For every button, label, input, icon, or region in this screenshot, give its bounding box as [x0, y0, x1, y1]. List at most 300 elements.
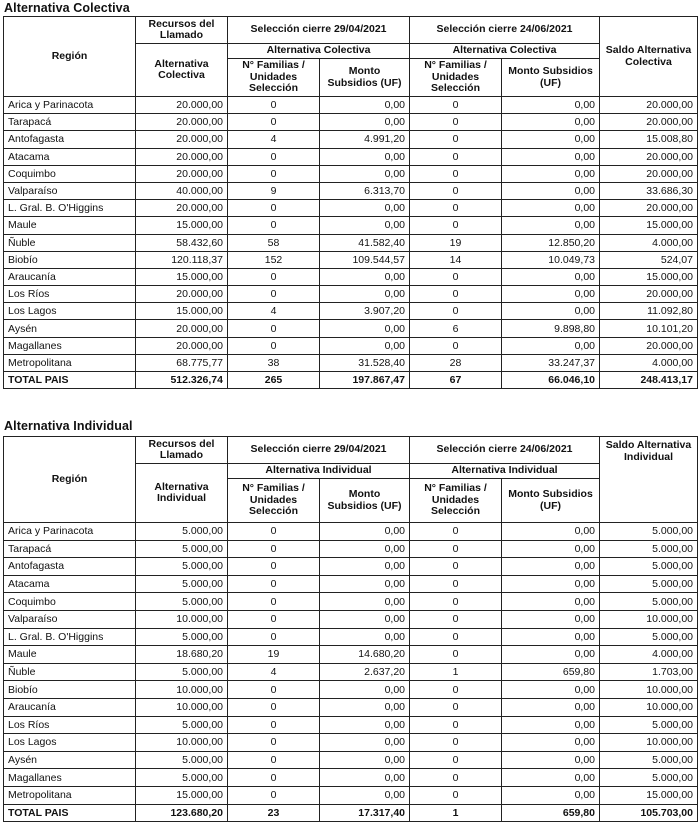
cell-monto-2: 0,00: [502, 751, 600, 769]
cell-familias-1: 23: [228, 804, 320, 822]
cell-familias-2: 0: [410, 646, 502, 664]
cell-familias-1: 0: [228, 734, 320, 752]
cell-saldo: 20.000,00: [600, 148, 698, 165]
cell-monto-2: 0,00: [502, 698, 600, 716]
table-row: [4, 286, 698, 303]
cell-familias-2: 19: [410, 234, 502, 251]
cell-monto-1: 4.991,20: [320, 131, 410, 148]
cell-familias-2: 14: [410, 251, 502, 268]
cell-saldo: 11.092,80: [600, 303, 698, 320]
cell-familias-2: 1: [410, 663, 502, 681]
table-alternativa-individual: [3, 436, 698, 822]
cell-familias-2: 0: [410, 540, 502, 558]
section-title-colectiva: Alternativa Colectiva: [4, 1, 130, 15]
cell-region: Tarapacá: [4, 540, 136, 558]
header-monto-1: Monto Subsidios (UF): [320, 59, 410, 97]
header-recursos-sub: Alternativa Colectiva: [136, 44, 228, 97]
table-row: [4, 303, 698, 320]
cell-familias-1: 0: [228, 523, 320, 541]
table-row: [4, 698, 698, 716]
cell-familias-2: 0: [410, 769, 502, 787]
header-familias-2: N° Familias / Unidades Selección: [410, 479, 502, 523]
cell-saldo: 4.000,00: [600, 354, 698, 371]
table-row: [4, 114, 698, 131]
cell-region: TOTAL PAIS: [4, 804, 136, 822]
header-monto-2: Monto Subsidios (UF): [502, 59, 600, 97]
cell-familias-1: 4: [228, 303, 320, 320]
cell-saldo: 5.000,00: [600, 558, 698, 576]
cell-familias-2: 0: [410, 286, 502, 303]
cell-saldo: 20.000,00: [600, 337, 698, 354]
cell-region: L. Gral. B. O'Higgins: [4, 628, 136, 646]
cell-familias-2: 0: [410, 182, 502, 199]
cell-monto-2: 0,00: [502, 131, 600, 148]
cell-familias-1: 0: [228, 320, 320, 337]
cell-recursos: 5.000,00: [136, 769, 228, 787]
cell-region: Metropolitana: [4, 786, 136, 804]
cell-region: Valparaíso: [4, 182, 136, 199]
cell-monto-2: 0,00: [502, 286, 600, 303]
cell-monto-1: 0,00: [320, 558, 410, 576]
cell-saldo: 15.008,80: [600, 131, 698, 148]
cell-region: Tarapacá: [4, 114, 136, 131]
cell-saldo: 524,07: [600, 251, 698, 268]
cell-recursos: 18.680,20: [136, 646, 228, 664]
cell-monto-2: 12.850,20: [502, 234, 600, 251]
cell-region: L. Gral. B. O'Higgins: [4, 200, 136, 217]
cell-monto-1: 31.528,40: [320, 354, 410, 371]
cell-familias-2: 0: [410, 698, 502, 716]
cell-monto-2: 0,00: [502, 97, 600, 114]
header-seleccion-1: Selección cierre 29/04/2021: [228, 437, 410, 464]
header-familias-1: N° Familias / Unidades Selección: [228, 59, 320, 97]
cell-region: Maule: [4, 217, 136, 234]
cell-saldo: 15.000,00: [600, 786, 698, 804]
cell-saldo: 15.000,00: [600, 268, 698, 285]
table-row: [4, 751, 698, 769]
header-seleccion-1-sub: Alternativa Individual: [228, 464, 410, 479]
cell-recursos: 10.000,00: [136, 698, 228, 716]
table-row: [4, 769, 698, 787]
cell-monto-1: 0,00: [320, 769, 410, 787]
table-row: [4, 663, 698, 681]
cell-saldo: 5.000,00: [600, 716, 698, 734]
cell-monto-1: 0,00: [320, 786, 410, 804]
cell-region: Arica y Parinacota: [4, 523, 136, 541]
cell-familias-2: 0: [410, 628, 502, 646]
cell-recursos: 5.000,00: [136, 523, 228, 541]
table-row: [4, 217, 698, 234]
cell-familias-1: 0: [228, 751, 320, 769]
header-monto-2: Monto Subsidios (UF): [502, 479, 600, 523]
cell-monto-2: 0,00: [502, 610, 600, 628]
cell-monto-2: 0,00: [502, 575, 600, 593]
cell-familias-2: 0: [410, 593, 502, 611]
cell-familias-1: 0: [228, 716, 320, 734]
cell-saldo: 5.000,00: [600, 575, 698, 593]
cell-familias-1: 38: [228, 354, 320, 371]
cell-familias-2: 0: [410, 734, 502, 752]
cell-recursos: 20.000,00: [136, 200, 228, 217]
cell-familias-1: 0: [228, 200, 320, 217]
cell-recursos: 20.000,00: [136, 320, 228, 337]
cell-familias-1: 0: [228, 558, 320, 576]
table-row: [4, 131, 698, 148]
header-seleccion-2: Selección cierre 24/06/2021: [410, 437, 600, 464]
cell-monto-2: 33.247,37: [502, 354, 600, 371]
cell-saldo: 105.703,00: [600, 804, 698, 822]
cell-monto-2: 0,00: [502, 165, 600, 182]
cell-saldo: 5.000,00: [600, 523, 698, 541]
cell-saldo: 20.000,00: [600, 97, 698, 114]
cell-region: Los Ríos: [4, 286, 136, 303]
header-seleccion-2: Selección cierre 24/06/2021: [410, 17, 600, 44]
cell-saldo: 20.000,00: [600, 165, 698, 182]
cell-monto-1: 0,00: [320, 97, 410, 114]
cell-saldo: 4.000,00: [600, 234, 698, 251]
cell-familias-1: 265: [228, 372, 320, 389]
cell-monto-1: 0,00: [320, 320, 410, 337]
cell-monto-1: 2.637,20: [320, 663, 410, 681]
cell-region: Atacama: [4, 148, 136, 165]
cell-saldo: 5.000,00: [600, 751, 698, 769]
cell-monto-1: 0,00: [320, 148, 410, 165]
table-row: [4, 558, 698, 576]
table-row: [4, 786, 698, 804]
table-row: [4, 165, 698, 182]
cell-monto-1: 109.544,57: [320, 251, 410, 268]
cell-saldo: 1.703,00: [600, 663, 698, 681]
cell-familias-1: 0: [228, 97, 320, 114]
cell-familias-2: 0: [410, 523, 502, 541]
cell-monto-1: 17.317,40: [320, 804, 410, 822]
cell-monto-2: 0,00: [502, 628, 600, 646]
section-title-individual: Alternativa Individual: [4, 419, 133, 433]
cell-familias-1: 0: [228, 593, 320, 611]
cell-familias-2: 0: [410, 751, 502, 769]
cell-monto-2: 0,00: [502, 593, 600, 611]
cell-saldo: 10.000,00: [600, 734, 698, 752]
cell-region: Valparaíso: [4, 610, 136, 628]
cell-region: Ñuble: [4, 234, 136, 251]
cell-monto-2: 0,00: [502, 681, 600, 699]
cell-monto-2: 0,00: [502, 217, 600, 234]
cell-region: Antofagasta: [4, 558, 136, 576]
cell-monto-1: 14.680,20: [320, 646, 410, 664]
cell-monto-2: 66.046,10: [502, 372, 600, 389]
cell-region: Los Ríos: [4, 716, 136, 734]
cell-monto-1: 0,00: [320, 610, 410, 628]
cell-familias-2: 0: [410, 114, 502, 131]
cell-region: Los Lagos: [4, 734, 136, 752]
cell-monto-2: 10.049,73: [502, 251, 600, 268]
cell-monto-1: 0,00: [320, 716, 410, 734]
cell-monto-1: 0,00: [320, 593, 410, 611]
cell-monto-1: 0,00: [320, 734, 410, 752]
table-row: [4, 523, 698, 541]
table-body: [4, 523, 698, 822]
cell-monto-2: 0,00: [502, 337, 600, 354]
table-body: [4, 97, 698, 389]
cell-familias-2: 0: [410, 217, 502, 234]
table-row: [4, 540, 698, 558]
cell-monto-2: 0,00: [502, 523, 600, 541]
cell-region: Arica y Parinacota: [4, 97, 136, 114]
header-familias-2: N° Familias / Unidades Selección: [410, 59, 502, 97]
cell-monto-1: 0,00: [320, 268, 410, 285]
table-row: [4, 148, 698, 165]
table-row: [4, 716, 698, 734]
table-row: [4, 593, 698, 611]
cell-monto-2: 659,80: [502, 663, 600, 681]
cell-recursos: 58.432,60: [136, 234, 228, 251]
header-recursos: Recursos del Llamado: [136, 437, 228, 464]
table-row: [4, 234, 698, 251]
header-region: Región: [4, 437, 136, 523]
cell-familias-1: 0: [228, 268, 320, 285]
cell-saldo: 5.000,00: [600, 628, 698, 646]
cell-region: Magallanes: [4, 337, 136, 354]
cell-monto-2: 659,80: [502, 804, 600, 822]
cell-monto-2: 0,00: [502, 716, 600, 734]
table-row: [4, 268, 698, 285]
table-row: [4, 337, 698, 354]
header-familias-1: N° Familias / Unidades Selección: [228, 479, 320, 523]
cell-saldo: 20.000,00: [600, 286, 698, 303]
table-row: [4, 97, 698, 114]
header-region: Región: [4, 17, 136, 97]
cell-recursos: 120.118,37: [136, 251, 228, 268]
cell-recursos: 5.000,00: [136, 716, 228, 734]
cell-region: Biobío: [4, 681, 136, 699]
cell-saldo: 5.000,00: [600, 593, 698, 611]
cell-saldo: 4.000,00: [600, 646, 698, 664]
cell-monto-2: 0,00: [502, 786, 600, 804]
cell-familias-2: 0: [410, 681, 502, 699]
cell-saldo: 20.000,00: [600, 114, 698, 131]
cell-monto-1: 0,00: [320, 540, 410, 558]
cell-recursos: 10.000,00: [136, 734, 228, 752]
cell-region: Araucanía: [4, 698, 136, 716]
cell-familias-1: 0: [228, 286, 320, 303]
cell-monto-2: 0,00: [502, 268, 600, 285]
cell-familias-2: 0: [410, 303, 502, 320]
cell-recursos: 20.000,00: [136, 337, 228, 354]
cell-recursos: 5.000,00: [136, 628, 228, 646]
cell-recursos: 20.000,00: [136, 131, 228, 148]
cell-familias-2: 6: [410, 320, 502, 337]
table-row: [4, 734, 698, 752]
cell-monto-1: 3.907,20: [320, 303, 410, 320]
header-seleccion-2-sub: Alternativa Individual: [410, 464, 600, 479]
cell-familias-1: 0: [228, 148, 320, 165]
cell-familias-1: 0: [228, 698, 320, 716]
cell-familias-2: 0: [410, 716, 502, 734]
cell-monto-1: 0,00: [320, 200, 410, 217]
cell-familias-1: 0: [228, 540, 320, 558]
cell-monto-1: 0,00: [320, 217, 410, 234]
cell-saldo: 10.000,00: [600, 681, 698, 699]
cell-recursos: 10.000,00: [136, 610, 228, 628]
cell-familias-1: 0: [228, 114, 320, 131]
cell-monto-1: 6.313,70: [320, 182, 410, 199]
cell-familias-1: 0: [228, 769, 320, 787]
table-row: [4, 251, 698, 268]
cell-familias-1: 4: [228, 663, 320, 681]
table-alternativa-colectiva: [3, 16, 698, 389]
header-recursos: Recursos del Llamado: [136, 17, 228, 44]
cell-recursos: 5.000,00: [136, 558, 228, 576]
table-row: [4, 610, 698, 628]
cell-familias-2: 0: [410, 148, 502, 165]
cell-recursos: 5.000,00: [136, 593, 228, 611]
cell-familias-2: 28: [410, 354, 502, 371]
cell-familias-2: 0: [410, 131, 502, 148]
cell-monto-2: 0,00: [502, 200, 600, 217]
cell-region: Aysén: [4, 320, 136, 337]
cell-familias-1: 0: [228, 786, 320, 804]
cell-region: Metropolitana: [4, 354, 136, 371]
cell-recursos: 5.000,00: [136, 663, 228, 681]
cell-recursos: 15.000,00: [136, 786, 228, 804]
table-row: [4, 681, 698, 699]
cell-saldo: 248.413,17: [600, 372, 698, 389]
cell-familias-1: 0: [228, 681, 320, 699]
cell-monto-1: 0,00: [320, 114, 410, 131]
cell-familias-1: 9: [228, 182, 320, 199]
table-row: [4, 320, 698, 337]
cell-familias-2: 1: [410, 804, 502, 822]
cell-recursos: 20.000,00: [136, 148, 228, 165]
cell-recursos: 123.680,20: [136, 804, 228, 822]
cell-saldo: 10.000,00: [600, 698, 698, 716]
header-seleccion-1-sub: Alternativa Colectiva: [228, 44, 410, 59]
header-seleccion-1: Selección cierre 29/04/2021: [228, 17, 410, 44]
cell-monto-1: 0,00: [320, 698, 410, 716]
cell-region: Coquimbo: [4, 165, 136, 182]
cell-familias-2: 0: [410, 575, 502, 593]
cell-recursos: 10.000,00: [136, 681, 228, 699]
cell-monto-2: 0,00: [502, 734, 600, 752]
header-saldo: Saldo Alternativa Colectiva: [600, 17, 698, 97]
header-monto-1: Monto Subsidios (UF): [320, 479, 410, 523]
cell-familias-2: 67: [410, 372, 502, 389]
cell-monto-1: 0,00: [320, 165, 410, 182]
table-row: [4, 354, 698, 371]
header-saldo: Saldo Alternativa Individual: [600, 437, 698, 523]
cell-monto-1: 41.582,40: [320, 234, 410, 251]
cell-region: Magallanes: [4, 769, 136, 787]
cell-familias-1: 58: [228, 234, 320, 251]
cell-saldo: 33.686,30: [600, 182, 698, 199]
cell-recursos: 40.000,00: [136, 182, 228, 199]
cell-region: Maule: [4, 646, 136, 664]
cell-monto-2: 0,00: [502, 114, 600, 131]
cell-region: TOTAL PAIS: [4, 372, 136, 389]
total-row: [4, 804, 698, 822]
cell-familias-2: 0: [410, 97, 502, 114]
cell-recursos: 20.000,00: [136, 114, 228, 131]
header-seleccion-2-sub: Alternativa Colectiva: [410, 44, 600, 59]
table-row: [4, 575, 698, 593]
cell-recursos: 20.000,00: [136, 97, 228, 114]
cell-monto-2: 0,00: [502, 646, 600, 664]
cell-familias-1: 152: [228, 251, 320, 268]
cell-familias-2: 0: [410, 610, 502, 628]
cell-monto-1: 0,00: [320, 681, 410, 699]
cell-region: Atacama: [4, 575, 136, 593]
cell-recursos: 5.000,00: [136, 540, 228, 558]
cell-saldo: 5.000,00: [600, 540, 698, 558]
header-recursos-sub: Alternativa Individual: [136, 464, 228, 523]
cell-region: Ñuble: [4, 663, 136, 681]
cell-recursos: 20.000,00: [136, 286, 228, 303]
cell-region: Araucanía: [4, 268, 136, 285]
cell-monto-2: 0,00: [502, 540, 600, 558]
cell-region: Los Lagos: [4, 303, 136, 320]
cell-monto-1: 0,00: [320, 523, 410, 541]
cell-recursos: 5.000,00: [136, 751, 228, 769]
cell-monto-1: 0,00: [320, 286, 410, 303]
cell-region: Coquimbo: [4, 593, 136, 611]
table-row: [4, 200, 698, 217]
cell-monto-1: 0,00: [320, 751, 410, 769]
cell-recursos: 5.000,00: [136, 575, 228, 593]
cell-monto-2: 0,00: [502, 558, 600, 576]
cell-region: Biobío: [4, 251, 136, 268]
cell-saldo: 5.000,00: [600, 769, 698, 787]
cell-familias-2: 0: [410, 165, 502, 182]
cell-recursos: 15.000,00: [136, 217, 228, 234]
total-row: [4, 372, 698, 389]
cell-recursos: 68.775,77: [136, 354, 228, 371]
cell-saldo: 10.000,00: [600, 610, 698, 628]
cell-region: Antofagasta: [4, 131, 136, 148]
cell-monto-2: 0,00: [502, 303, 600, 320]
cell-familias-2: 0: [410, 337, 502, 354]
table-row: [4, 646, 698, 664]
cell-familias-1: 0: [228, 628, 320, 646]
cell-familias-1: 0: [228, 217, 320, 234]
cell-monto-2: 0,00: [502, 182, 600, 199]
cell-monto-1: 0,00: [320, 337, 410, 354]
cell-monto-2: 0,00: [502, 148, 600, 165]
cell-monto-1: 0,00: [320, 628, 410, 646]
cell-familias-1: 0: [228, 337, 320, 354]
cell-recursos: 20.000,00: [136, 165, 228, 182]
cell-familias-2: 0: [410, 268, 502, 285]
cell-monto-2: 0,00: [502, 769, 600, 787]
cell-recursos: 15.000,00: [136, 303, 228, 320]
cell-monto-2: 9.898,80: [502, 320, 600, 337]
cell-familias-2: 0: [410, 200, 502, 217]
cell-familias-1: 0: [228, 165, 320, 182]
cell-saldo: 20.000,00: [600, 200, 698, 217]
cell-saldo: 15.000,00: [600, 217, 698, 234]
cell-familias-2: 0: [410, 786, 502, 804]
cell-familias-1: 0: [228, 575, 320, 593]
cell-region: Aysén: [4, 751, 136, 769]
cell-recursos: 15.000,00: [136, 268, 228, 285]
cell-saldo: 10.101,20: [600, 320, 698, 337]
cell-familias-1: 19: [228, 646, 320, 664]
table-row: [4, 182, 698, 199]
cell-familias-1: 0: [228, 610, 320, 628]
cell-monto-1: 0,00: [320, 575, 410, 593]
cell-recursos: 512.326,74: [136, 372, 228, 389]
table-row: [4, 628, 698, 646]
cell-familias-2: 0: [410, 558, 502, 576]
